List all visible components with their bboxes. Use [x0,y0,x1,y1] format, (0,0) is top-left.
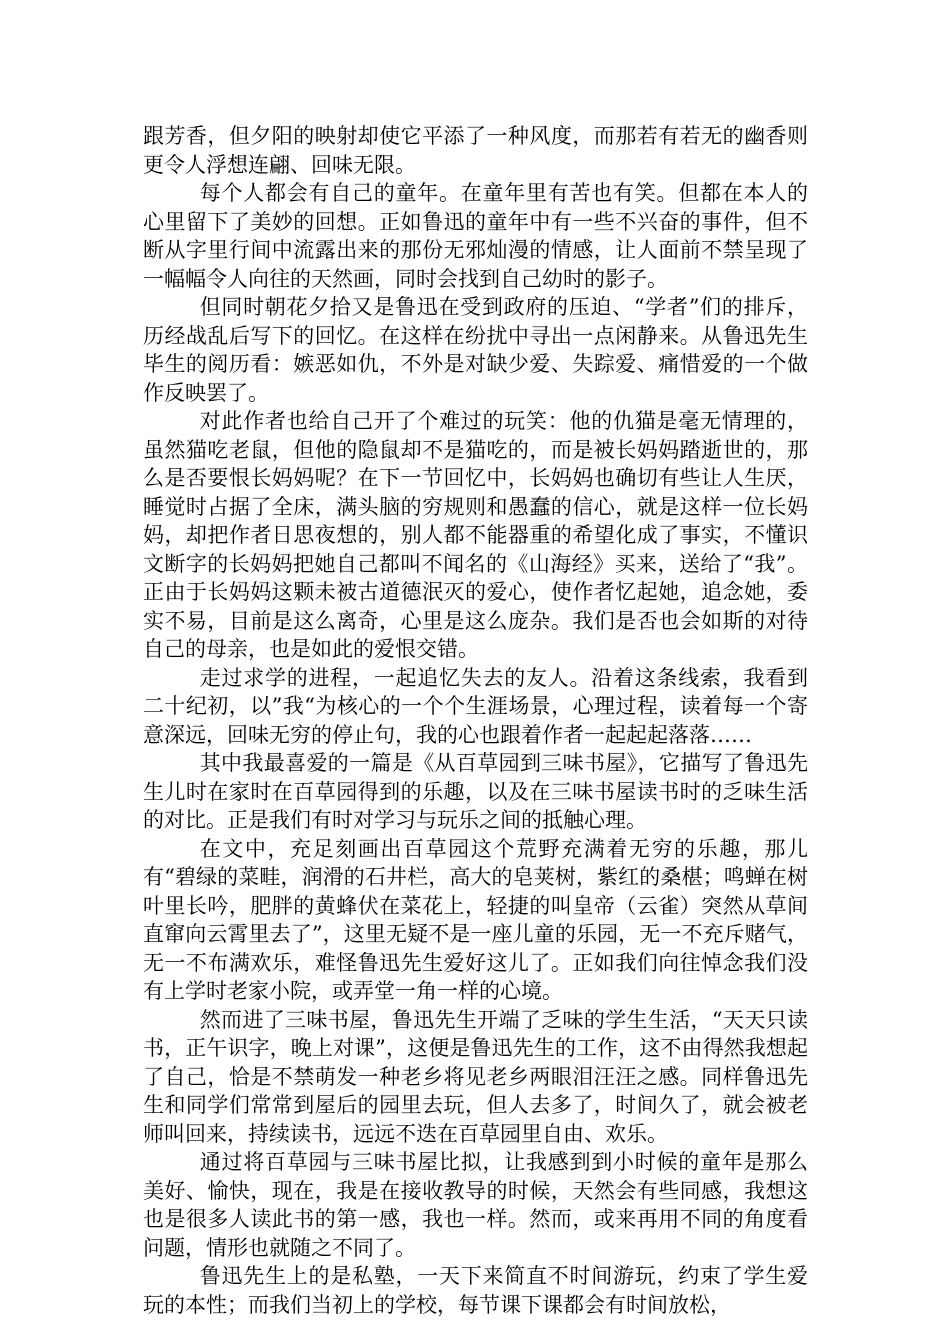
paragraph: 然而进了三味书屋，鲁迅先生开端了乏味的学生生活，“天天只读书，正午识字，晚上对课”，这便是鲁迅先生的工作，这不由得然我想起了自己，恰是不禁萌发一种老乡将见老乡两眼泪汪汪之感。同样鲁迅先生和同学们常常到屋后的园里去玩，但人去多了，时间久了，就会被老师叫回来，持续读书，远远不迭在百草园里自由、欢乐。 [143,1007,808,1146]
paragraph: 通过将百草园与三味书屋比拟，让我感到到小时候的童年是那么美好、愉快，现在，我是在接收教导的时候，天然会有些同感，我想这也是很多人读此书的第一感，我也一样。然而，或来再用不同的角度看问题，情形也就随之不同了。 [143,1150,808,1260]
paragraph: 每个人都会有自己的童年。在童年里有苦也有笑。但都在本人的心里留下了美妙的回想。正如鲁迅的童年中有一些不兴奋的事件，但不断从字里行间中流露出来的那份无邪灿漫的情感，让人面前不禁呈现了一幅幅令人向往的天然画，同时会找到自己幼时的影子。 [143,181,808,291]
paragraph: 在文中，充足刻画出百草园这个荒野充满着无穷的乐趣，那儿有“碧绿的菜畦，润滑的石井栏，高大的皂荚树，紫红的桑椹；鸣蝉在树叶里长吟，肥胖的黄蜂伏在菜花上，轻捷的叫皇帝（云雀）突然从草间直窜向云霄里去了”，这里无疑不是一座儿童的乐园，无一不充斥赌气，无一不布满欢乐，难怪鲁迅先生爱好这儿了。正如我们向往悼念我们没有上学时老家小院，或弄堂一角一样的心境。 [143,836,808,1003]
paragraph: 但同时朝花夕拾又是鲁迅在受到政府的压迫、“学者”们的排斥，历经战乱后写下的回忆。在这样在纷扰中寻出一点闲静来。从鲁迅先生毕生的阅历看：嫉恶如仇，不外是对缺少爱、失踪爱、痛惜爱的一个做作反映罢了。 [143,295,808,405]
paragraph: 对此作者也给自己开了个难过的玩笑：他的仇猫是毫无情理的，虽然猫吃老鼠，但他的隐鼠却不是猫吃的，而是被长妈妈踏逝世的，那么是否要恨长妈妈呢？在下一节回忆中，长妈妈也确切有些让人生厌，睡觉时占据了全床，满头脑的穷规则和愚蠢的信心，就是这样一位长妈妈，却把作者日思夜想的，别人都不能器重的希望化成了事实，不懂识文断字的长妈妈把她自己都叫不闻名的《山海经》买来，送给了“我”。正由于长妈妈这颗未被古道德泯灭的爱心，使作者忆起她，追念她，委实不易，目前是这么离奇，心里是这么庞杂。我们是否也会如斯的对待自己的母亲，也是如此的爱恨交错。 [143,409,808,661]
paragraph: 其中我最喜爱的一篇是《从百草园到三味书屋》，它描写了鲁迅先生儿时在家时在百草园得到的乐趣，以及在三味书屋读书时的乏味生活的对比。正是我们有时对学习与玩乐之间的抵触心理。 [143,751,808,832]
paragraph: 鲁迅先生上的是私塾，一天下来简直不时间游玩，约束了学生爱玩的本性；而我们当初上的学校，每节课下课都会有时间放松， [143,1264,808,1317]
paragraph: 走过求学的进程，一起追忆失去的友人。沿着这条线索，我看到二十纪初，以”我“为核心的一个个生涯场景，心理过程，读着每一个寄意深远，回味无穷的停止句，我的心也跟着作者一起起起落落…… [143,665,808,747]
document-body [143,122,808,1319]
paragraph: 跟芳香，但夕阳的映射却使它平添了一种风度，而那若有若无的幽香则更令人浮想连翩、回味无限。 [143,124,808,177]
